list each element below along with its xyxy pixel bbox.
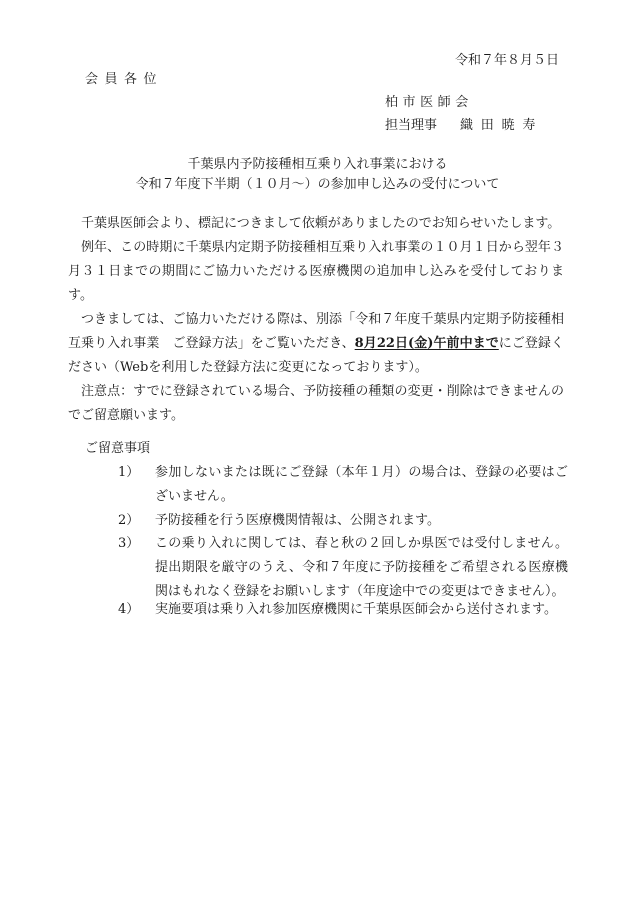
list-item-text: 参加しないまたは既にご登録（本年１月）の場合は、登録の必要はございません。: [155, 465, 568, 504]
body-paragraph-3-tail: にご登録ください（Webを利用した登録方法に変更になっております）。: [68, 336, 564, 375]
notes-heading: ご留意事項: [85, 441, 151, 456]
body-text: [68, 212, 564, 428]
body-paragraph-2: 例年、この時期に千葉県内定期予防接種相互乗り入れ事業の１０月１日から翌年３月３１日までの期間にご協力いただける医療機関の追加申し込みを受付しております。: [68, 240, 564, 303]
recipient: 会員各位: [85, 72, 164, 87]
list-item-text: 実施要項は乗り入れ参加医療機関に千葉県医師会から送付されます。: [155, 602, 557, 617]
document-title-line-1: 千葉県内予防接種相互乗り入れ事業における: [187, 157, 448, 172]
caution-note: 注意点：すでに登録されている場合、予防接種の種類の変更・削除はできませんのでご留意願います。: [68, 384, 564, 423]
body-paragraph-3: [68, 308, 564, 380]
list-item: [118, 461, 568, 509]
list-item-number: 2）: [118, 513, 140, 528]
list-item: [118, 598, 568, 622]
list-item-text: 予防接種を行う医療機関情報は、公開されます。: [155, 513, 440, 528]
registration-deadline: 8月22日(金)午前中まで: [354, 336, 499, 351]
list-item-number: 1）: [118, 465, 140, 480]
document-title-line-2: 令和７年度下半期（１０月～）の参加申し込みの受付について: [135, 177, 500, 192]
list-item-number: 3）: [118, 536, 140, 551]
list-item-text: この乗り入れに関しては、春と秋の２回しか県医では受付しません。提出期限を厳守のうえ、令和７年度に予防接種をご希望される医療機関はもれなく登録をお願いします（年度途中での変更はできません）。: [155, 536, 568, 599]
sender-name: 織田暁寿: [460, 118, 544, 133]
sender-role: 担当理事: [385, 118, 438, 133]
body-paragraph-3-lead: つきましては、ご協力いただける際は、別添「令和７年度千葉県内定期予防接種相互乗り入れ事業 ご登録方法」をご覧いただき、: [68, 312, 564, 351]
sender-organization: 柏市医師会: [385, 95, 473, 110]
list-item-number: 4）: [118, 602, 140, 617]
issue-date: 令和７年８月５日: [455, 53, 560, 68]
list-item: [118, 532, 568, 604]
list-item: [118, 509, 568, 533]
body-paragraph-1: 千葉県医師会より、標記につきまして依頼がありましたのでお知らせいたします。: [81, 216, 561, 231]
